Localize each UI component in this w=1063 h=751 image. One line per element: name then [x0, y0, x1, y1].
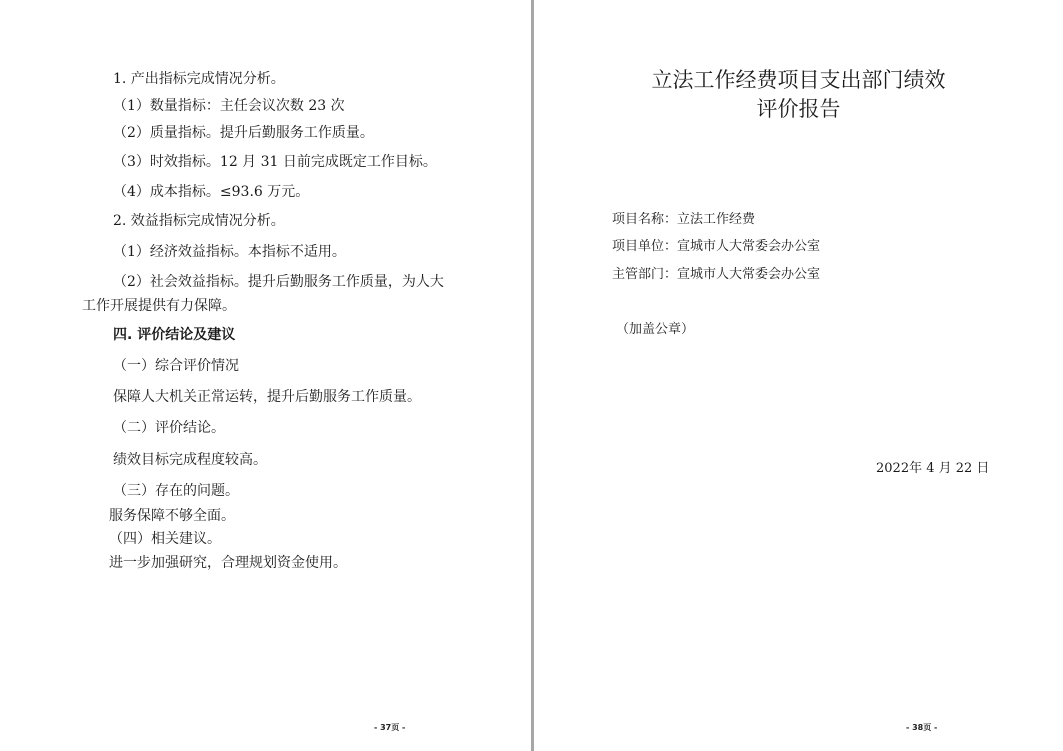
text-line: （2）质量指标。提升后勤服务工作质量。: [113, 125, 374, 141]
text-line: （一）综合评价情况: [113, 358, 239, 374]
text-line: （四）相关建议。: [109, 531, 221, 547]
page-number: - 37页 -: [374, 723, 406, 732]
text-line: （三）存在的问题。: [113, 483, 239, 499]
project-unit: 项目单位：宣城市人大常委会办公室: [612, 239, 821, 254]
text-line: （4）成本指标。≤93.6 万元。: [113, 184, 310, 200]
page-37: [0, 0, 531, 751]
text-line: 服务保障不够全面。: [109, 508, 235, 524]
text-line: 保障人大机关正常运转，提升后勤服务工作质量。: [113, 389, 421, 405]
report-title-line2: 评价报告: [756, 97, 841, 121]
text-line: 绩效目标完成程度较高。: [113, 452, 267, 468]
text-line: （1）数量指标：主任会议次数 23 次: [113, 98, 345, 114]
report-date: 2022年 4 月 22 日: [876, 461, 990, 476]
text-line: 2. 效益指标完成情况分析。: [113, 213, 285, 229]
text-line: （2）社会效益指标。提升后勤服务工作质量，为人大: [113, 274, 444, 290]
project-name: 项目名称：立法工作经费: [612, 212, 756, 227]
text-line: 1. 产出指标完成情况分析。: [113, 71, 285, 87]
page-38: [534, 0, 1063, 751]
text-line: （1）经济效益指标。本指标不适用。: [113, 244, 346, 260]
report-title: 立法工作经费项目支出部门绩效: [651, 68, 946, 92]
text-line: （二）评价结论。: [113, 420, 225, 436]
section-heading: 四. 评价结论及建议: [113, 327, 236, 343]
text-line: 进一步加强研究，合理规划资金使用。: [109, 555, 347, 571]
text-line: （3）时效指标。12 月 31 日前完成既定工作目标。: [113, 154, 437, 170]
supervising-department: 主管部门：宣城市人大常委会办公室: [612, 267, 821, 282]
page-number: - 38页 -: [906, 723, 938, 732]
text-line: 工作开展提供有力保障。: [82, 298, 236, 314]
seal-note: （加盖公章）: [616, 322, 695, 337]
